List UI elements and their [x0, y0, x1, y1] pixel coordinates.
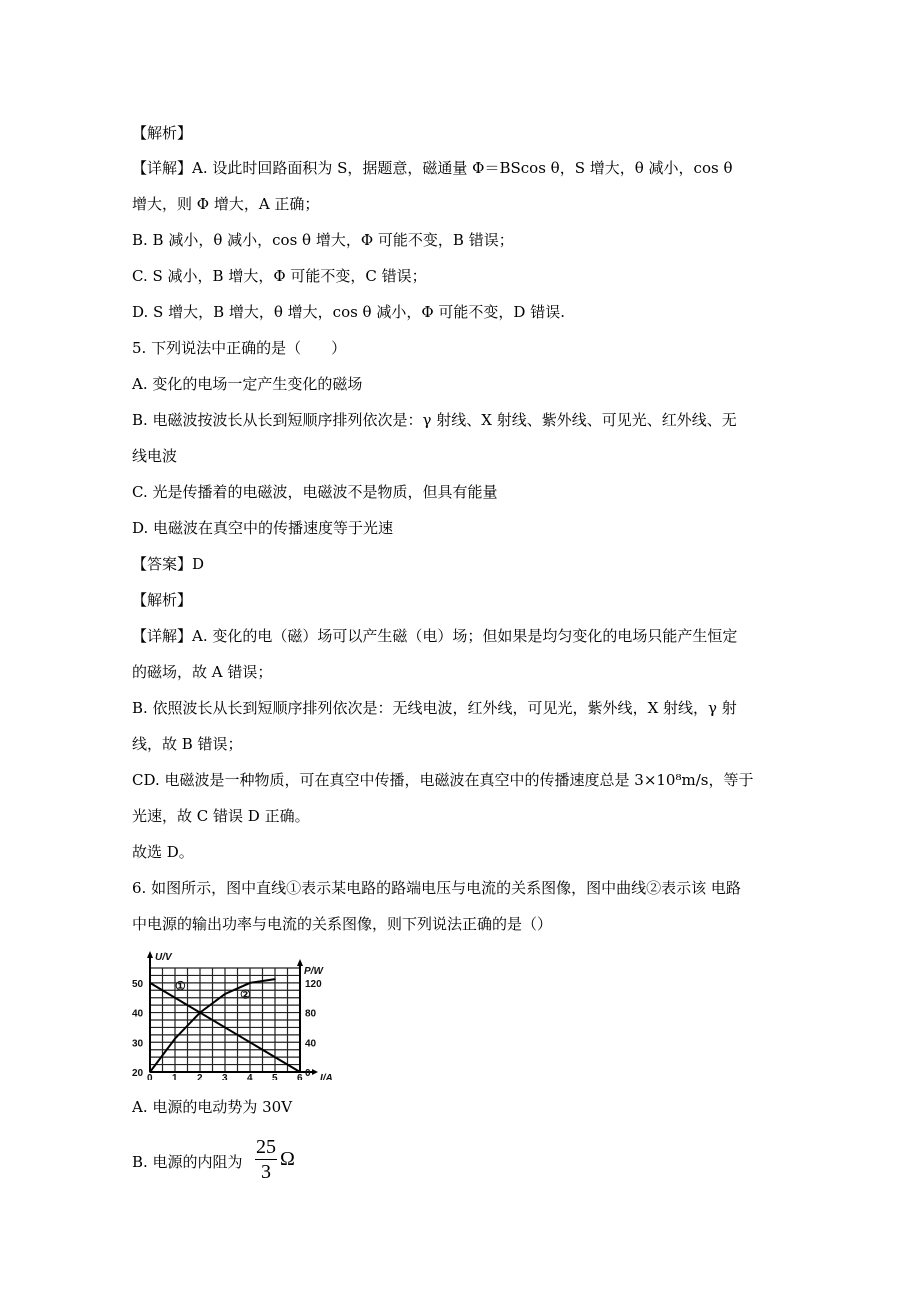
fraction-unit: Ω	[280, 1148, 295, 1170]
data-point	[249, 982, 251, 984]
option-b-prefix: B. 电源的内阻为	[132, 1153, 243, 1171]
text-line: C. 光是传播着的电磁波，电磁波不是物质，但具有能量	[132, 483, 498, 501]
data-point	[174, 1038, 176, 1040]
text-line: D. 电磁波在真空中的传播速度等于光速	[132, 519, 394, 537]
text-line: 【解析】	[132, 124, 193, 142]
x-tick-label: 2	[197, 1073, 203, 1080]
left-y-tick-label: 20	[132, 1068, 144, 1079]
right-y-tick-label: 0	[305, 1068, 311, 1079]
text-line: B. 依照波长从长到短顺序排列依次是：无线电波，红外线，可见光，紫外线，X 射线，γ 射	[132, 699, 737, 717]
x-tick-label: 4	[247, 1073, 253, 1080]
right-y-tick-label: 120	[305, 978, 322, 990]
text-line: 线，故 B 错误；	[132, 735, 243, 753]
u-i-p-graph	[128, 948, 356, 1080]
text-line: 中电源的输出功率与电流的关系图像，则下列说法正确的是（）	[132, 915, 553, 933]
curve-label-2: ②	[240, 987, 251, 1002]
left-y-tick-label: 50	[132, 978, 144, 990]
text-line: CD. 电磁波是一种物质，可在真空中传播，电磁波在真空中的传播速度总是 3×10⁸m/s，等于	[132, 771, 754, 789]
right-y-tick-label: 80	[305, 1008, 317, 1020]
x-tick-label: 1	[172, 1073, 178, 1080]
fraction-bar	[255, 1159, 277, 1160]
text-line: C. S 减小，B 增大，Φ 可能不变，C 错误；	[132, 267, 427, 285]
x-axis-title: I/A	[320, 1073, 333, 1080]
text-line: 线电波	[132, 447, 178, 465]
fraction-numerator: 25	[256, 1136, 276, 1158]
text-line: D. S 增大，B 增大，θ 增大，cos θ 减小，Φ 可能不变，D 错误.	[132, 303, 565, 321]
curve-label-1: ①	[175, 978, 186, 993]
text-line: B. 电磁波按波长从长到短顺序排列依次是：γ 射线、X 射线、紫外线、可见光、红外线、无	[132, 411, 737, 429]
right-y-tick-label: 40	[305, 1038, 317, 1050]
text-line: 的磁场，故 A 错误；	[132, 663, 273, 681]
data-point	[274, 978, 276, 980]
left-y-tick-label: 30	[132, 1038, 144, 1050]
text-line: 增大，则 Φ 增大，A 正确；	[132, 195, 320, 213]
text-line: 【详解】A. 变化的电（磁）场可以产生磁（电）场；但如果是均匀变化的电场只能产生恒定	[132, 627, 738, 645]
right-y-axis-title: P/W	[304, 966, 323, 977]
text-line: 6. 如图所示，图中直线①表示某电路的路端电压与电流的关系图像，图中曲线②表示该 电路	[132, 879, 741, 897]
x-tick-label: 3	[222, 1073, 228, 1080]
text-line: A. 变化的电场一定产生变化的磁场	[132, 375, 363, 393]
text-line: 【详解】A. 设此时回路面积为 S，据题意，磁通量 Φ＝BScos θ，S 增大，θ 减小，cos θ	[132, 159, 733, 177]
x-axis-arrow	[312, 1069, 318, 1075]
x-tick-label: 5	[272, 1073, 278, 1080]
left-y-tick-label: 40	[132, 1008, 144, 1020]
text-line: 【解析】	[132, 591, 193, 609]
option-b	[132, 1152, 243, 1172]
left-y-axis-title: U/V	[155, 952, 172, 963]
data-point	[224, 993, 226, 995]
text-line: 光速，故 C 错误 D 正确。	[132, 807, 310, 825]
x-tick-label: 6	[297, 1073, 303, 1080]
option-a: A. 电源的电动势为 30V	[132, 1098, 293, 1116]
data-point	[199, 1012, 201, 1014]
graph-grid	[150, 968, 300, 1072]
left-y-axis-arrow	[147, 951, 153, 958]
right-y-axis-arrow	[297, 959, 303, 966]
text-line: 5. 下列说法中正确的是（ ）	[132, 339, 347, 357]
text-line: B. B 减小，θ 减小，cos θ 增大，Φ 可能不变，B 错误；	[132, 231, 514, 249]
x-tick-label: 0	[147, 1073, 153, 1080]
data-point	[149, 982, 151, 984]
text-line: 故选 D。	[132, 843, 194, 861]
fraction-denominator: 3	[261, 1161, 271, 1183]
text-line: 【答案】D	[132, 555, 205, 573]
